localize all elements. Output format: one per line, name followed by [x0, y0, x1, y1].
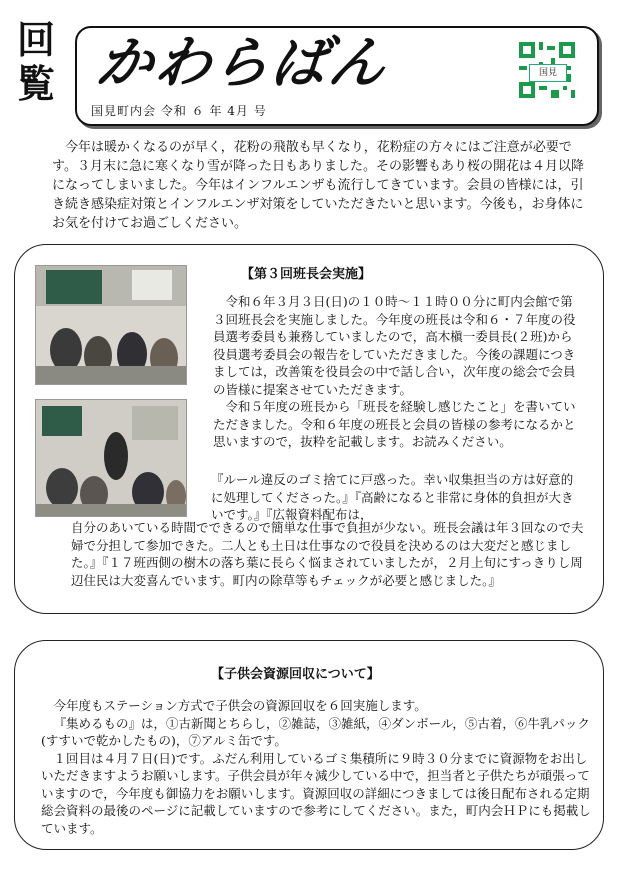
meeting-photo-2 — [35, 399, 187, 517]
section1-para-2: 令和５年度の班長から「班長を経験し感じたこと」を書いていただきました。令和６年度の班長と会員の皆様の参考になるかと思いますので，抜粋を記載します。お読みください。 — [213, 399, 576, 449]
qr-label: 国見 — [529, 64, 567, 82]
section2-para-1: 今年度もステーション方式で子供会の資源回収を６回実施します。 — [53, 698, 427, 713]
section1-quotes-a: 『ルール違反のゴミ捨てに戸惑った。幸い収集担当の方は好意的に処理してくださった。』『高齢になると非常に身体的負担が大きいです。』『広報資料配布は， — [211, 472, 574, 522]
kairan-char-1: 回 — [16, 18, 55, 62]
intro-paragraph: 今年は暖かくなるのが早く，花粉の飛散も早くなり，花粉症の方々にはご注意が必要です。３月末に急に寒くなり雪が降った日もありました。その影響もあり桜の開花は４月以降になってしまいました。今年はインフルエンザも流行してきています。会員の皆様には，引き続き感染症対策とインフルエンザ対策をしていただきたいと思います。今後も，お身体にお気を付けてお過ごしください。 — [52, 140, 584, 231]
kairan-char-2: 覧 — [16, 62, 55, 106]
section1-quotes-b: 自分のあいている時間でできるので簡単な仕事で負担が少ない。班長会議は年３回なので夫婦で分担して参加できた。二人とも土日は仕事なので役員を決めるのは大変だと感じました。』『１７班西側の樹木の落ち葉に長らく悩まされていましたが，２月上旬にすっきりし周辺住民は大変喜んでいます。町内の除草等もチェックが必要と感じました。』 — [71, 520, 584, 588]
section1-para-1: 令和６年３月３日(日)の１０時～１１時００分に町内会館で第３回班長会を実施しました。今年度の班長は令和６・７年度の役員選考委員も兼務していましたので，高木槇一委員長(２班)から役員選考委員会の報告をしていただきました。今後の課題につきましては，改善策を役員会の中で話し合い，次年度の総会で会員の皆様に提案させていただきます。 — [213, 294, 576, 397]
section2-para-2: 『集めるもの』は，①古新聞とちらし，②雑誌，③雑紙，④ダンボール，⑤古着，⑥牛乳パック(すすいで乾かしたもの)，⑦アルミ缶です。 — [41, 715, 590, 748]
section-title: 【第３回班長会実施】 — [241, 267, 372, 282]
masthead-box — [75, 26, 599, 126]
issue-line: 国見町内会 令和 ６ 年 4月 号 — [91, 104, 267, 118]
section1-body — [213, 293, 583, 451]
section-title: 【子供会資源回収について】 — [211, 667, 380, 682]
section-hanchokai — [14, 244, 604, 614]
meeting-photo-1 — [35, 265, 187, 385]
section2-para-3: １回目は４月７日(日)です。ふだん利用しているゴミ集積所に９時３０分までに資源物をお出しいただきますようお願いします。子供会員が年々減少している中で，担当者と子供たちが頑張っていますので，今年度も御協力をお願いします。資源回収の詳細につきましては後日配布される定期総会資料の最後のページに記載していますので参考にしてください。また，町内会ＨＰにも掲載しています。 — [41, 750, 591, 836]
section2-body — [41, 697, 597, 837]
newsletter-title: かわらばん — [92, 31, 392, 96]
kairan-label — [14, 18, 58, 106]
section-kodomokai — [14, 640, 604, 850]
